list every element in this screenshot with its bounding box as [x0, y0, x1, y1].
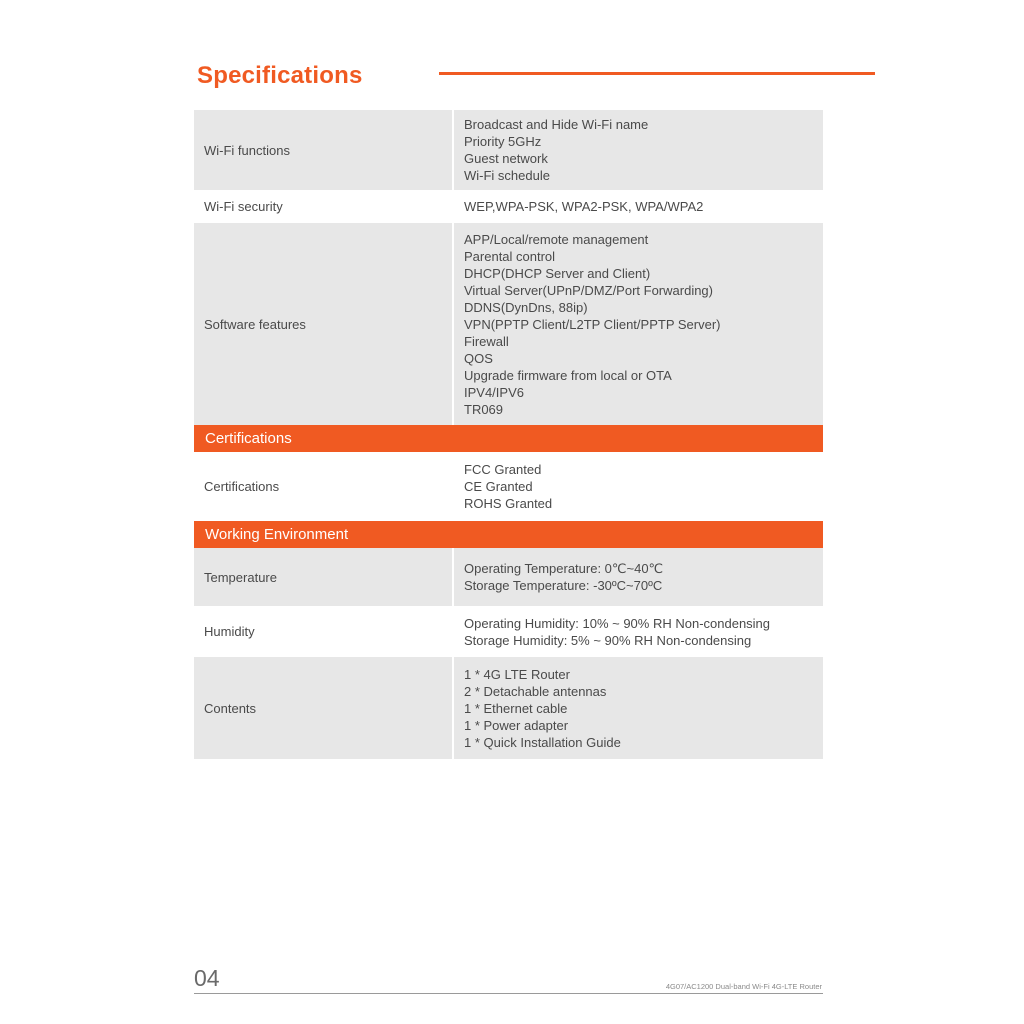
spec-value: 1 * Quick Installation Guide	[464, 734, 621, 750]
spec-value: Upgrade firmware from local or OTA	[464, 367, 672, 383]
spec-value: 1 * Ethernet cable	[464, 700, 568, 716]
spec-value: APP/Local/remote management	[464, 231, 649, 247]
spec-row-wifi-functions	[194, 110, 823, 190]
spec-value: Virtual Server(UPnP/DMZ/Port Forwarding)	[464, 282, 713, 298]
spec-row-temperature	[194, 548, 823, 606]
spec-label: Wi-Fi functions	[204, 142, 290, 158]
spec-value: Firewall	[464, 333, 509, 349]
spec-values	[454, 190, 823, 223]
spec-values	[454, 606, 823, 657]
spec-value: VPN(PPTP Client/L2TP Client/PPTP Server)	[464, 316, 721, 332]
spec-value: FCC Granted	[464, 462, 542, 477]
spec-label: Wi-Fi security	[204, 199, 283, 214]
spec-value: CE Granted	[464, 479, 533, 494]
spec-value: Operating Temperature: 0℃~40℃	[464, 561, 664, 576]
spec-row-certifications	[194, 452, 823, 521]
spec-value: Operating Humidity: 10% ~ 90% RH Non-condensing	[464, 615, 771, 631]
spec-value: QOS	[464, 350, 493, 366]
spec-label: Humidity	[204, 624, 255, 639]
spec-values	[454, 110, 823, 190]
spec-value: WEP,WPA-PSK, WPA2-PSK, WPA/WPA2	[464, 199, 704, 214]
spec-value: Parental control	[464, 248, 556, 264]
spec-value: TR069	[464, 401, 504, 417]
spec-value: Broadcast and Hide Wi-Fi name	[464, 117, 649, 132]
footer-product-name: 4G07/AC1200 Dual-band Wi-Fi 4G-LTE Router	[665, 982, 822, 991]
spec-values	[454, 452, 823, 521]
spec-value: 1 * Power adapter	[464, 717, 569, 733]
spec-table	[194, 110, 823, 759]
spec-value: 1 * 4G LTE Router	[464, 666, 570, 682]
spec-label: Temperature	[204, 569, 277, 585]
spec-value: Storage Humidity: 5% ~ 90% RH Non-condensing	[464, 632, 752, 648]
spec-value: Priority 5GHz	[464, 134, 542, 149]
spec-value: DHCP(DHCP Server and Client)	[464, 265, 651, 281]
spec-value: Storage Temperature: -30ºC~70ºC	[464, 578, 663, 593]
spec-value: Guest network	[464, 151, 548, 166]
spec-label: Certifications	[204, 479, 280, 494]
spec-values	[454, 548, 823, 606]
spec-value: Wi-Fi schedule	[464, 168, 550, 183]
page-title: Specifications	[197, 62, 363, 89]
spec-value: 2 * Detachable antennas	[464, 683, 607, 699]
page-number: 04	[194, 965, 220, 991]
spec-values	[454, 223, 823, 425]
spec-values	[454, 657, 823, 759]
spec-value: ROHS Granted	[464, 496, 553, 511]
section-header-certifications: Certifications	[194, 425, 823, 452]
spec-value: IPV4/IPV6	[464, 384, 524, 400]
spec-row-contents	[194, 657, 823, 759]
spec-row-humidity	[194, 606, 823, 657]
spec-row-software-features	[194, 223, 823, 425]
title-rule	[439, 72, 875, 75]
spec-label: Contents	[204, 700, 257, 716]
footer-rule	[194, 993, 823, 994]
spec-label: Software features	[204, 316, 306, 332]
section-header-working-environment: Working Environment	[194, 521, 823, 548]
spec-value: DDNS(DynDns, 88ip)	[464, 299, 588, 315]
spec-row-wifi-security	[194, 190, 823, 223]
